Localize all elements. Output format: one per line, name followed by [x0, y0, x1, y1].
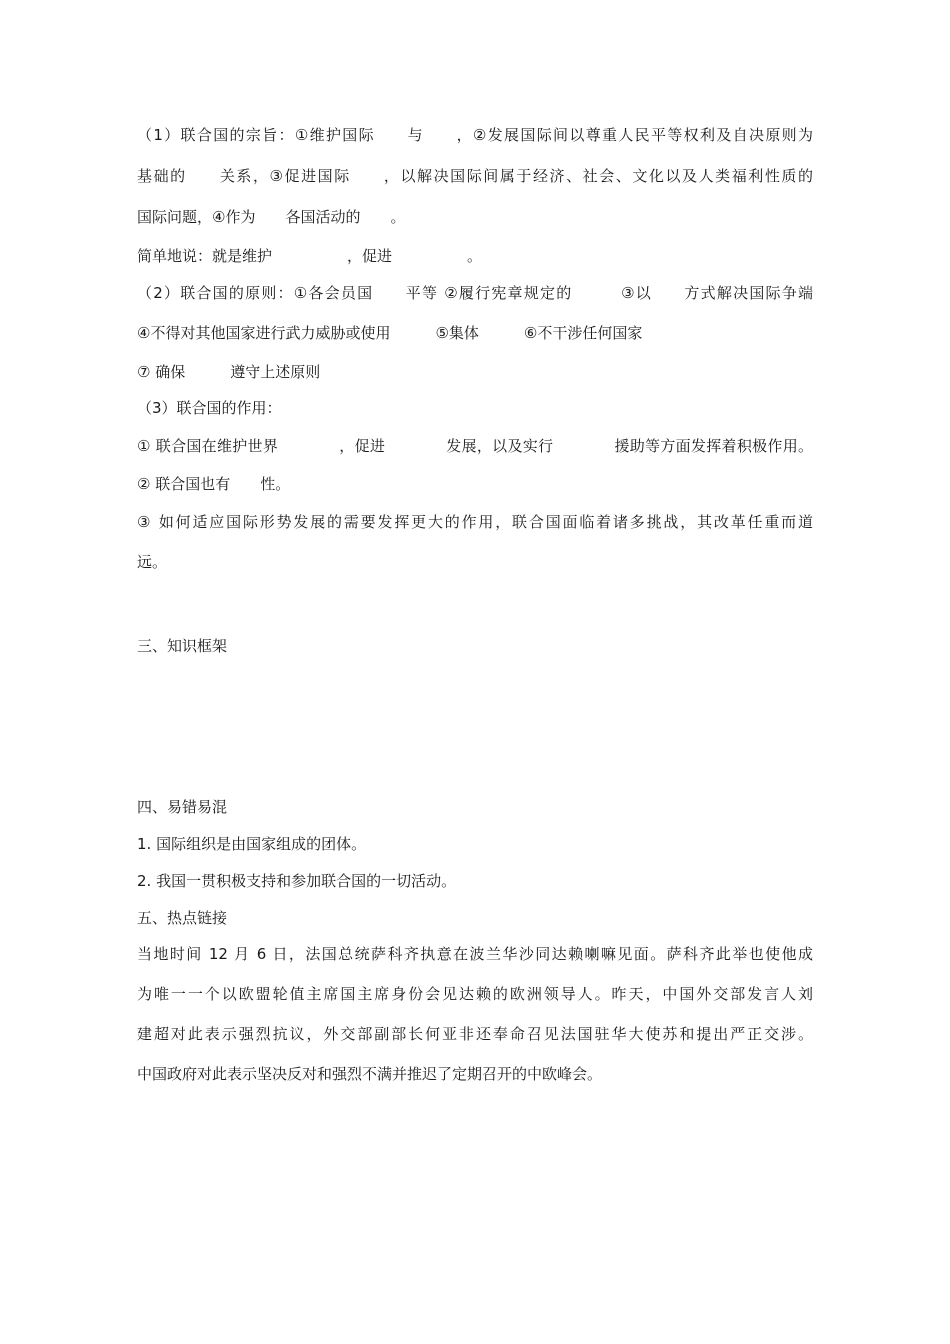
mistake-item-1: 1. 国际组织是由国家组成的团体。 — [137, 835, 367, 853]
hotspot-line-1: 当地时间 12 月 6 日，法国总统萨科齐执意在波兰华沙同达赖喇嘛见面。萨科齐此举也使他成 — [137, 945, 813, 963]
un-role-item-3: ③ 如何适应国际形势发展的需要发挥更大的作用，联合国面临着诸多挑战，其改革任重而道 — [137, 513, 813, 531]
un-role-item-1: ① 联合国在维护世界 ，促进 发展，以及实行 援助等方面发挥着积极作用。 — [137, 437, 813, 455]
hotspot-line-2: 为唯一一个以欧盟轮值主席国主席身份会见达赖的欧洲领导人。昨天，中国外交部发言人刘 — [137, 985, 813, 1003]
un-summary-line: 简单地说：就是维护 ，促进 。 — [137, 247, 483, 265]
hotspot-line-3: 建超对此表示强烈抗议，外交部副部长何亚非还奉命召见法国驻华大使苏和提出严正交涉。 — [137, 1025, 813, 1043]
un-principles-line-3: ⑦ 确保 遵守上述原则 — [137, 363, 321, 381]
section-three-heading: 三、知识框架 — [137, 637, 228, 655]
un-purpose-line-1: （1）联合国的宗旨：①维护国际 与 ，②发展国际间以尊重人民平等权利及自决原则为 — [137, 126, 813, 144]
hotspot-line-4: 中国政府对此表示坚决反对和强烈不满并推迟了定期召开的中欧峰会。 — [137, 1065, 603, 1083]
un-role-item-3-cont: 远。 — [137, 553, 168, 571]
section-four-heading: 四、易错易混 — [137, 798, 228, 816]
un-role-item-2: ② 联合国也有 性。 — [137, 475, 291, 493]
section-five-heading: 五、热点链接 — [137, 909, 228, 927]
un-principles-line-2: ④不得对其他国家进行武力威胁或使用 ⑤集体 ⑥不干涉任何国家 — [137, 324, 643, 342]
mistake-item-2: 2. 我国一贯积极支持和参加联合国的一切活动。 — [137, 872, 457, 890]
un-principles-line-1: （2）联合国的原则：①各会员国 平等 ②履行宪章规定的 ③以 方式解决国际争端 — [137, 284, 813, 302]
un-purpose-line-3: 国际问题，④作为 各国活动的 。 — [137, 208, 406, 226]
un-role-heading: （3）联合国的作用： — [137, 399, 282, 417]
un-purpose-line-2: 基础的 关系，③促进国际 ，以解决国际间属于经济、社会、文化以及人类福利性质的 — [137, 167, 813, 185]
